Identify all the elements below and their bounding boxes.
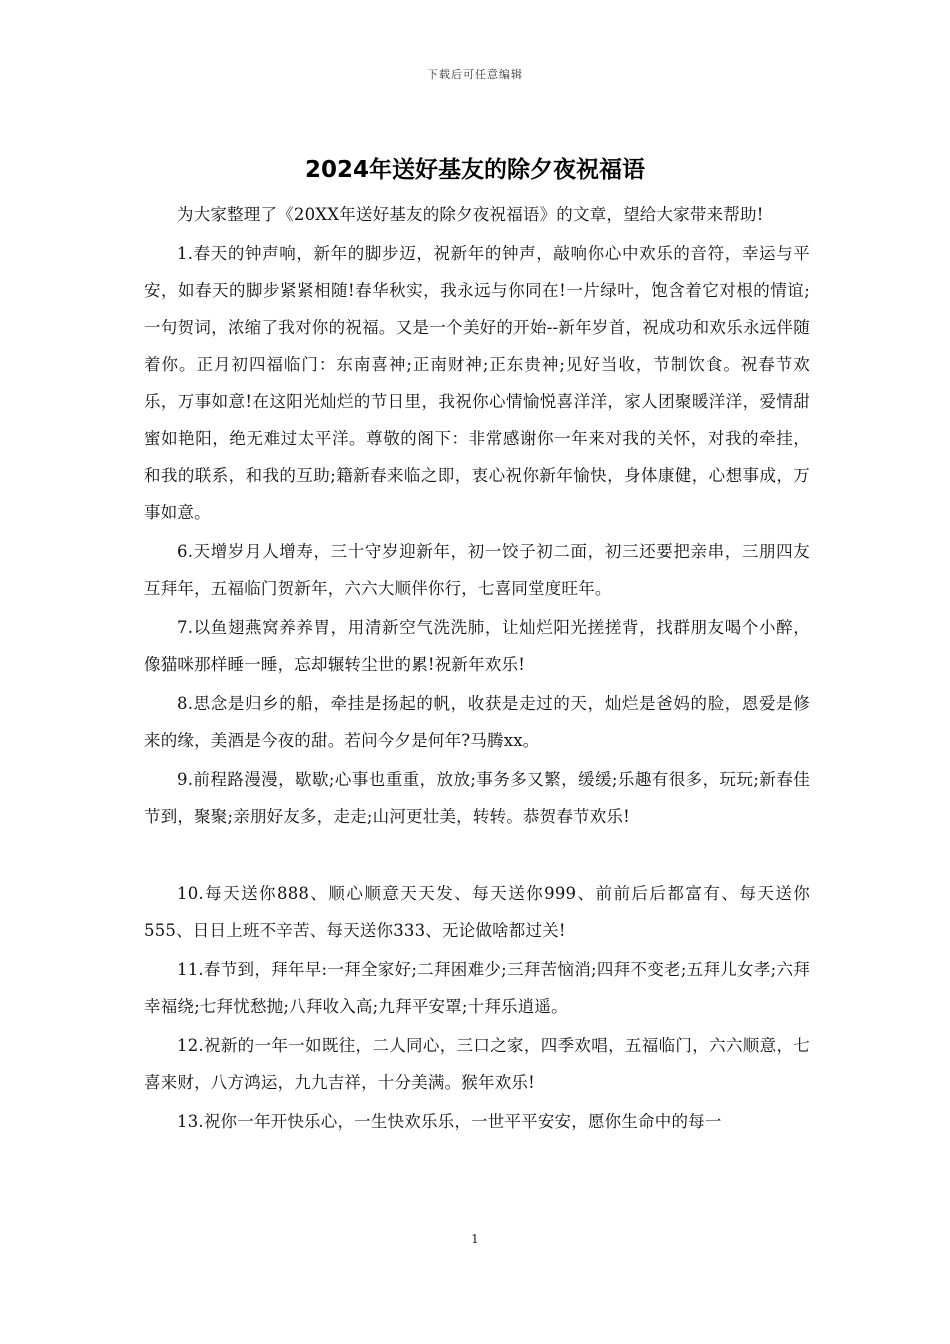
blank-line — [144, 837, 810, 875]
paragraph-12: 12.祝新的一年一如既往，二人同心，三口之家，四季欢唱，五福临门，六六顺意，七喜来财，八方鸿运，九九吉祥，十分美满。猴年欢乐! — [144, 1036, 810, 1092]
paragraph-6: 6.天增岁月人增寿，三十守岁迎新年，初一饺子初二面，初三还要把亲串，三朋四友互拜年，五福临门贺新年，六六大顺伴你行，七喜同堂度旺年。 — [144, 542, 810, 598]
paragraph-8: 8.思念是归乡的船，牵挂是扬起的帆，收获是走过的天，灿烂是爸妈的脸，恩爱是修来的缘，美酒是今夜的甜。若问今夕是何年?马腾xx。 — [144, 694, 810, 750]
document-title: 2024年送好基友的除夕夜祝福语 — [304, 157, 645, 183]
paragraph-10: 10.每天送你888、顺心顺意天天发、每天送你999、前前后后都富有、每天送你555、日日上班不辛苦、每天送你333、无论做啥都过关! — [144, 884, 810, 940]
paragraph-7: 7.以鱼翅燕窝养养胃，用清新空气洗洗肺，让灿烂阳光搓搓背，找群朋友喝个小醉，像猫咪那样睡一睡，忘却辗转尘世的累!祝新年欢乐! — [144, 618, 810, 674]
page-header: 下载后可任意编辑 — [427, 68, 523, 81]
document-body — [144, 196, 810, 1142]
paragraph-11: 11.春节到，拜年早:一拜全家好;二拜困难少;三拜苦恼消;四拜不变老;五拜儿女孝;六拜幸福绕;七拜忧愁抛;八拜收入高;九拜平安罩;十拜乐逍遥。 — [144, 960, 810, 1016]
page-number: 1 — [471, 1232, 479, 1246]
paragraph-13: 13.祝你一年开快乐心，一生快欢乐乐，一世平平安安，愿你生命中的每一 — [177, 1112, 722, 1131]
paragraph-9: 9.前程路漫漫，歇歇;心事也重重，放放;事务多又繁，缓缓;乐趣有很多，玩玩;新春佳节到，聚聚;亲朋好友多，走走;山河更壮美，转转。恭贺春节欢乐! — [144, 770, 810, 826]
paragraph-1: 1.春天的钟声响，新年的脚步迈，祝新年的钟声，敲响你心中欢乐的音符，幸运与平安，如春天的脚步紧紧相随!春华秋实，我永远与你同在!一片绿叶，饱含着它对根的情谊;一句贺词，浓缩了我对你的祝福。又是一个美好的开始--新年岁首，祝成功和欢乐永远伴随着你。正月初四福临门：东南喜神;正南财神;正东贵神;见好当收，节制饮食。祝春节欢乐，万事如意!在这阳光灿烂的节日里，我祝你心情愉悦喜洋洋，家人团聚暖洋洋，爱情甜蜜如艳阳，绝无难过太平洋。尊敬的阁下：非常感谢你一年来对我的关怀，对我的牵挂，和我的联系，和我的互助;籍新春来临之即，衷心祝你新年愉快，身体康健，心想事成，万事如意。 — [144, 244, 810, 522]
paragraph-intro: 为大家整理了《20XX年送好基友的除夕夜祝福语》的文章，望给大家带来帮助! — [177, 205, 764, 224]
